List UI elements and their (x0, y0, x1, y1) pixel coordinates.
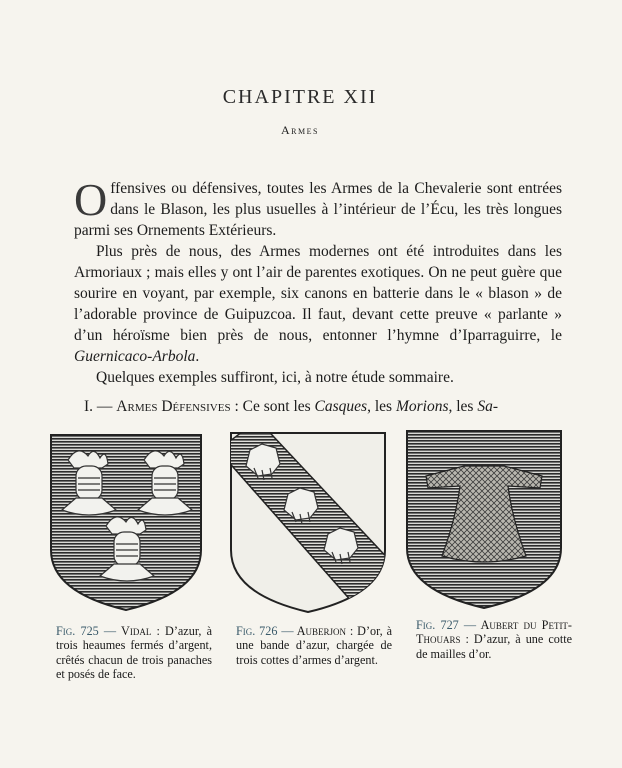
caption-726-num: Fig. 726 — (236, 624, 297, 638)
section-title: Armes (281, 123, 319, 137)
armes-mid-3: , les (448, 398, 478, 415)
caption-725-text: : D’azur, à trois heaumes fermés d’argent, crêtés chacun de trois panaches et posés de face. (56, 624, 212, 682)
caption-fig-727 (416, 618, 572, 661)
caption-727-text: : D’azur, à une cotte de mailles d’or. (416, 632, 572, 661)
armes-heading: Armes Défensives (116, 398, 231, 415)
drop-cap: O (74, 174, 108, 225)
caption-fig-726 (236, 624, 392, 667)
caption-727-num: Fig. 727 — (416, 618, 481, 632)
paragraph-1-text: ffensives ou défensives, toutes les Armes de la Chevalerie sont entrées dans le Blason, les plus usuelles à l’intérieur de l’Écu, les très longues parmi ses Ornements Extérieurs. (74, 180, 562, 239)
armes-sa: Sa- (477, 398, 498, 415)
armes-mid-2: , les (367, 398, 396, 415)
armes-lead: I. — (84, 398, 117, 415)
paragraph-2-text-b: . (195, 348, 200, 365)
shield-aubert (404, 428, 564, 612)
armes-morions: Morions (395, 398, 449, 415)
caption-725-num: Fig. 725 — (56, 624, 122, 638)
paragraph-1 (74, 174, 562, 241)
paragraph-3: Quelques exemples suffiront, ici, à notre étude sommaire. (96, 369, 454, 386)
paragraph-2-italic: Guernicaco-Arbola (74, 348, 196, 365)
chapter-title: CHAPITRE XII (222, 86, 378, 108)
caption-725-name: Vidal (121, 624, 152, 638)
paragraph-2 (74, 241, 562, 367)
caption-fig-725 (56, 624, 212, 682)
caption-726-name: Auberjon (296, 624, 347, 638)
shield-auberjon (228, 430, 388, 616)
caption-727-name: Aubert du Petit-Thouars (416, 618, 572, 647)
shield-vidal (48, 432, 204, 614)
caption-726-text: : D’or, à une bande d’azur, chargée de trois cottes d’armes d’argent. (236, 624, 392, 667)
armes-casques: Casques (314, 398, 368, 415)
paragraph-2-text-a: Plus près de nous, des Armes modernes ont été introduites dans les Armoriaux ; mais elles y ont l’air de parentes exotiques. On ne peut guère que sourire en voyant, par exemple, six canons en batterie dans le « blason » de l’adorable province de Guipuzcoa. Il faut, devant cette preuve « parlante » d’un héroïsme bien près de nous, entonner l’hymne d’Iparraguirre, le (74, 243, 562, 344)
armes-mid-1: : Ce sont les (230, 398, 315, 415)
body-text (74, 174, 562, 388)
armes-defensives-line (84, 398, 564, 416)
